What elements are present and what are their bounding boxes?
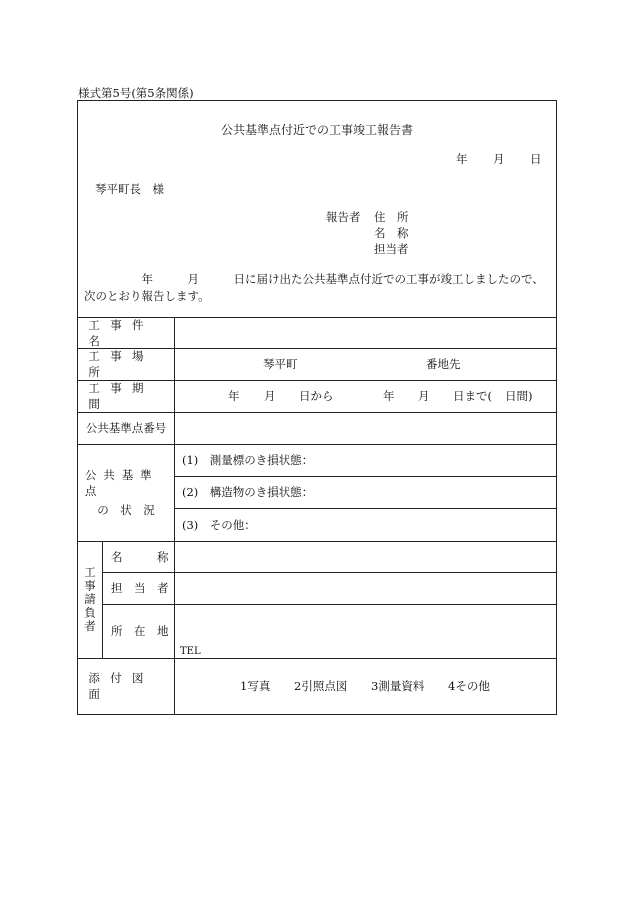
form-title: 公共基準点付近での工事竣工報告書 [220, 123, 413, 137]
period-days: 日間) [505, 389, 533, 403]
work-place-lot: 番地先 [426, 357, 461, 371]
status-item-3: (3) その他： [182, 517, 256, 532]
period-day-to: 日まで( [453, 389, 492, 403]
period-month-to: 月 [418, 389, 430, 403]
attachments-label: 添付図面 [88, 671, 154, 701]
attachment-survey-data: 3測量資料 [371, 679, 425, 693]
work-place-label: 工事場所 [88, 349, 154, 379]
period-year-from: 年 [228, 389, 240, 403]
addressee: 琴平町長 様 [95, 182, 164, 196]
period-year-to: 年 [383, 389, 395, 403]
form-number-label: 様式第5号(第5条関係) [78, 86, 194, 100]
reporter-person-label: 担当者 [374, 242, 409, 256]
reporter-name-label: 名 称 [374, 226, 409, 240]
point-status-label-1: 公共基準点 [84, 468, 159, 498]
attachment-other: 4その他 [448, 679, 490, 693]
work-place-town: 琴平町 [263, 357, 298, 371]
date-year: 年 [456, 152, 468, 166]
contractor-name-label: 名 称 [111, 549, 169, 564]
contractor-tel-label: TEL [180, 646, 201, 657]
period-day-from: 日から [299, 389, 334, 403]
report-form [77, 100, 557, 715]
status-item-1: (1) 測量標のき損状態： [182, 453, 314, 467]
contractor-person-label: 担 当 者 [111, 581, 169, 595]
period-month-from: 月 [264, 389, 276, 403]
point-status-label-2: の 状 況 [97, 503, 155, 517]
contractor-label: 工事請負者 [83, 565, 97, 634]
date-day: 日 [530, 152, 542, 166]
work-name-label: 工事件名 [88, 317, 154, 348]
reporter-address-label: 住 所 [374, 210, 409, 224]
attachment-reference-map: 2引照点図 [294, 679, 348, 693]
point-number-label: 公共基準点番号 [85, 421, 167, 435]
work-period-label: 工事期間 [88, 381, 154, 411]
contractor-address-label: 所 在 地 [111, 624, 169, 638]
report-statement: 年 月 日に届け出た公共基準点付近での工事が竣工しましたので、次のとおり報告します。 [84, 272, 544, 303]
status-item-2: (2) 構造物のき損状態： [182, 485, 314, 499]
date-month: 月 [493, 152, 505, 166]
attachment-photo: 1写真 [240, 679, 271, 693]
column-line [174, 317, 175, 714]
reporter-label: 報告者 [326, 210, 361, 224]
